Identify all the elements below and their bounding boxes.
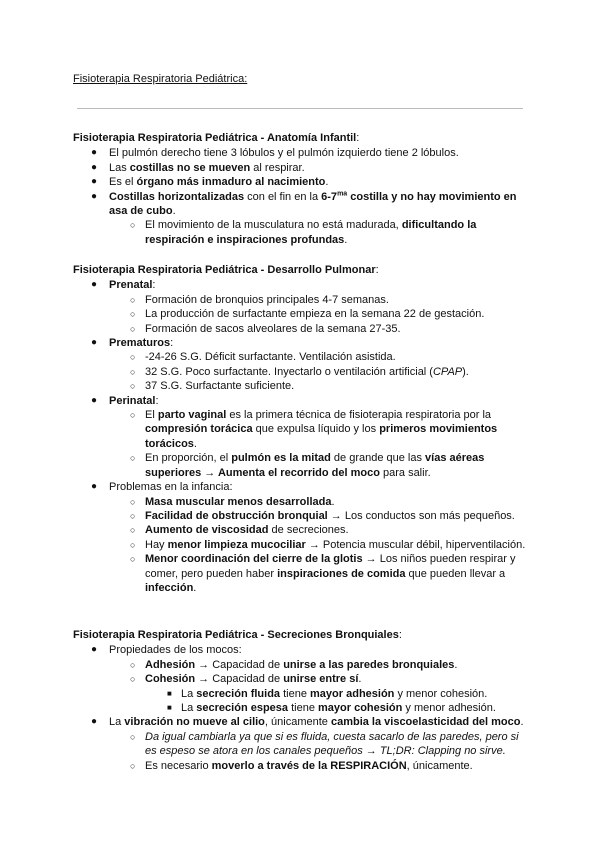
circle-bullet-icon: ○ [130, 554, 136, 565]
circle-bullet-icon: ○ [130, 731, 136, 742]
section-heading: Fisioterapia Respiratoria Pediátrica - Desarrollo Pulmonar: [73, 264, 379, 276]
list-item: ● El pulmón derecho tiene 3 lóbulos y el pulmón izquierdo tiene 2 lóbulos. [91, 147, 459, 160]
list-item: ● Prematuros: [91, 337, 174, 350]
circle-bullet-icon: ○ [130, 309, 136, 320]
bullet-icon: ● [91, 394, 98, 406]
sub-list-item: ○ 32 S.G. Poco surfactante. Inyectarlo o ventilación artificial (CPAP). [130, 365, 469, 378]
circle-bullet-icon: ○ [130, 496, 136, 507]
bullet-icon: ● [91, 716, 98, 728]
square-bullet-icon: ■ [167, 703, 172, 713]
bullet-icon: ● [91, 337, 98, 349]
circle-bullet-icon: ○ [130, 323, 136, 334]
circle-bullet-icon: ○ [130, 220, 136, 231]
list-item: ● Es el órgano más inmaduro al nacimiento. [91, 176, 329, 189]
bullet-icon: ● [91, 161, 98, 173]
bullet-icon: ● [91, 176, 98, 188]
sub-list-item: ○ Es necesario moverlo a través de la RESPIRACIÓN, únicamente. [130, 759, 473, 772]
bullet-icon: ● [91, 190, 98, 202]
sub-list-item: ○ Masa muscular menos desarrollada. [130, 495, 335, 508]
circle-bullet-icon: ○ [130, 525, 136, 536]
sub-list-item: ○ Menor coordinación del cierre de la glotis → Los niños pueden respirar y comer, pero pueden haber inspiraciones de comida que pueden llevar a infección. [130, 553, 516, 594]
sub-sub-list-item: ■ La secreción espesa tiene mayor cohesión y menor adhesión. [167, 702, 496, 715]
sub-list-item: ○ Hay menor limpieza mucociliar → Potencia muscular débil, hiperventilación. [130, 538, 526, 551]
bullet-icon: ● [91, 644, 98, 656]
circle-bullet-icon: ○ [130, 352, 136, 363]
circle-bullet-icon: ○ [130, 674, 136, 685]
section-heading: Fisioterapia Respiratoria Pediátrica - Secreciones Bronquiales: [73, 629, 402, 641]
bullet-icon: ● [91, 481, 98, 493]
list-item: ● Costillas horizontalizadas con el fin en la $6-7^{ma}$ costilla y no hay movimiento en asa de cubo. [91, 189, 517, 218]
section-desarrollo-pulmonar [73, 263, 528, 595]
circle-bullet-icon: ○ [130, 366, 136, 377]
sub-list-item: ○ Aumento de viscosidad de secreciones. [130, 524, 349, 537]
list-item: ● Prenatal: [91, 279, 156, 292]
sub-list-item: ○ Formación de sacos alveolares de la semana 27-35. [130, 322, 401, 335]
section-secreciones-bronquiales [73, 628, 528, 773]
sub-list-item: ○ Facilidad de obstrucción bronquial → Los conductos son más pequeños. [130, 509, 515, 522]
circle-bullet-icon: ○ [130, 294, 136, 305]
list-item: ● La vibración no mueve al cilio, únicamente cambia la viscoelasticidad del moco. [91, 716, 524, 729]
circle-bullet-icon: ○ [130, 659, 136, 670]
sub-list-item: ○ -24-26 S.G. Déficit surfactante. Ventilación asistida. [130, 351, 396, 364]
circle-bullet-icon: ○ [130, 760, 136, 771]
sub-list-item: ○ 37 S.G. Surfactante suficiente. [130, 380, 295, 393]
list-item: ● Perinatal: [91, 394, 159, 407]
section-anatomia [73, 131, 528, 247]
sub-sub-list-item: ■ La secreción fluida tiene mayor adhesión y menor cohesión. [167, 687, 488, 700]
sub-list-item: ○ Da igual cambiarla ya que si es fluida, cuesta sacarlo de las paredes, pero si es espeso se atora en los canales pequeños → TL;DR: Clapping no sirve. [130, 730, 519, 758]
circle-bullet-icon: ○ [130, 453, 136, 464]
bullet-icon: ● [91, 279, 98, 291]
list-item: ● Las costillas no se mueven al respirar. [91, 161, 305, 174]
horizontal-divider [77, 108, 523, 109]
bullet-list [73, 643, 528, 773]
circle-bullet-icon: ○ [130, 510, 136, 521]
sub-list-item: ○ El parto vaginal es la primera técnica de fisioterapia respiratoria por la compresión torácica que expulsa líquido y los primeros movimientos torácicos. [130, 409, 498, 450]
sub-list-item: ○ En proporción, el pulmón es la mitad de grande que las vías aéreas superiores → Aumenta el recorrido del moco para salir. [130, 452, 485, 479]
sub-list-item: ○ Formación de bronquios principales 4-7 semanas. [130, 293, 389, 306]
bullet-list [73, 278, 528, 595]
square-bullet-icon: ■ [167, 688, 172, 698]
bullet-icon: ● [91, 147, 98, 159]
sub-list-item: ○ Adhesión → Capacidad de unirse a las paredes bronquiales. [130, 658, 458, 671]
list-item: ● Propiedades de los mocos: [91, 644, 242, 657]
sub-list-item: ○ El movimiento de la musculatura no está madurada, dificultando la respiración e inspiraciones profundas. [130, 219, 477, 246]
sub-list-item: ○ Cohesión → Capacidad de unirse entre sí. [130, 673, 362, 686]
sub-list-item: ○ La producción de surfactante empieza en la semana 22 de gestación. [130, 308, 485, 321]
bullet-list [73, 146, 528, 247]
circle-bullet-icon: ○ [130, 381, 136, 392]
section-heading: Fisioterapia Respiratoria Pediátrica - Anatomía Infantil: [73, 132, 360, 144]
document-title: Fisioterapia Respiratoria Pediátrica: [73, 73, 248, 85]
circle-bullet-icon: ○ [130, 410, 136, 421]
list-item: ● Problemas en la infancia: [91, 481, 233, 494]
circle-bullet-icon: ○ [130, 539, 136, 550]
